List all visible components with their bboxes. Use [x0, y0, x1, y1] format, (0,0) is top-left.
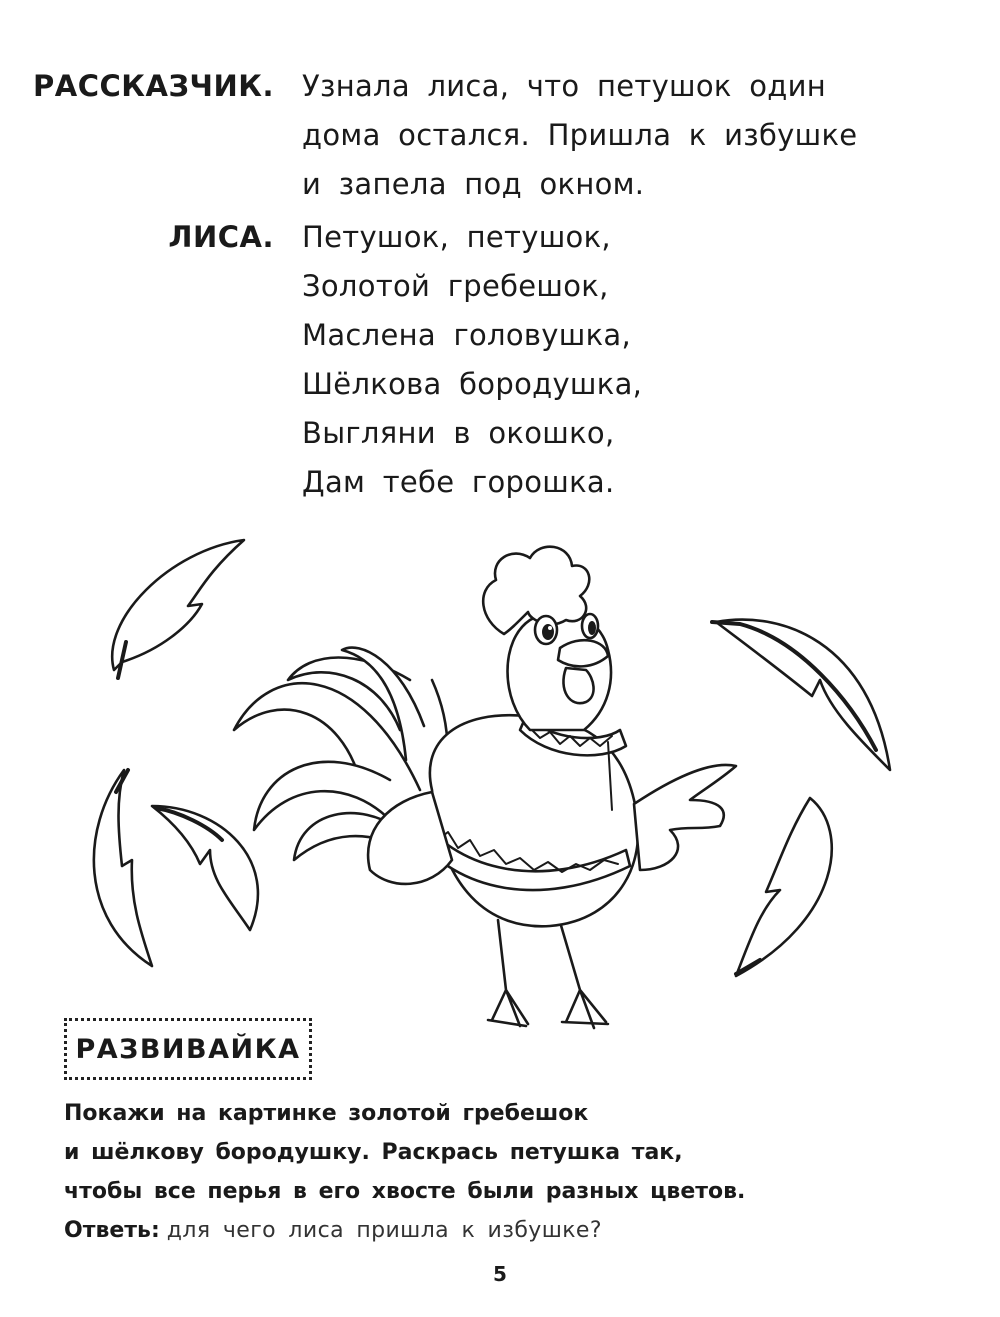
feather-icon	[152, 806, 258, 930]
section-badge: РАЗВИВАЙКА	[64, 1018, 312, 1080]
rooster-illustration	[60, 530, 940, 1050]
answer-question: для чего лиса пришла к избушке?	[166, 1218, 602, 1243]
speech-line: Выгляни в окошко,	[302, 416, 615, 450]
answer-label: Ответь:	[64, 1218, 160, 1243]
speech-line: и запела под окном.	[302, 167, 645, 201]
speech-line: Дам тебе горошка.	[302, 465, 615, 499]
task-line: Покажи на картинке золотой гребешок	[64, 1101, 589, 1126]
speech-lines	[302, 62, 857, 209]
speaker-label: ЛИСА.	[168, 220, 274, 254]
speech-line: дома остался. Пришла к избушке	[302, 118, 858, 152]
speech-line: Маслена головушка,	[302, 318, 632, 352]
feather-icon	[736, 798, 832, 976]
rooster-beak	[558, 640, 608, 666]
rooster-wattle	[563, 668, 593, 703]
page-number: 5	[493, 1262, 507, 1286]
speech-line: Петушок, петушок,	[302, 220, 611, 254]
speech-line: Шёлкова бородушка,	[302, 367, 643, 401]
rooster-legs	[488, 920, 608, 1028]
feather-icon	[712, 620, 890, 770]
answer-line	[64, 1211, 944, 1250]
rooster-wing-right	[634, 765, 736, 870]
task-line: и шёлкову бородушку. Раскрась петушка так,	[64, 1140, 683, 1165]
dialogue	[0, 62, 1000, 511]
feather-icon	[94, 770, 152, 966]
dialogue-row-narrator	[0, 62, 1000, 209]
speech-line: Золотой гребешок,	[302, 269, 609, 303]
task-block	[64, 1094, 944, 1250]
speaker-label: РАССКАЗЧИК.	[33, 69, 274, 103]
speech-lines	[302, 213, 642, 507]
speech-line: Узнала лиса, что петушок один	[302, 69, 827, 103]
feather-icon	[112, 540, 244, 678]
dialogue-row-fox	[0, 213, 1000, 507]
task-line: чтобы все перья в его хвосте были разных цветов.	[64, 1179, 746, 1204]
